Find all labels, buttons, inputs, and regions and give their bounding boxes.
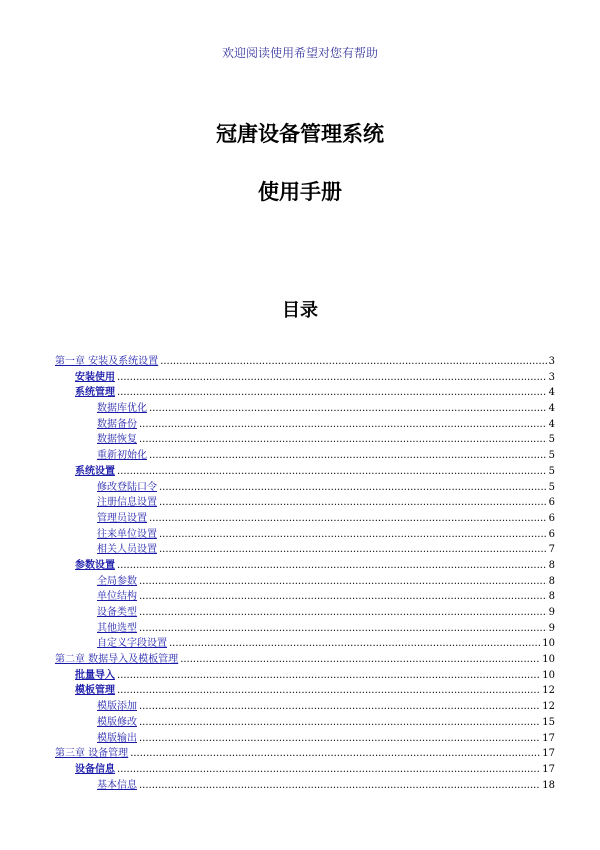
- toc-entry[interactable]: [55, 495, 555, 511]
- toc-leader-dots: [139, 417, 547, 433]
- toc-entry[interactable]: [55, 448, 555, 464]
- toc-entry-link[interactable]: 批量导入: [75, 669, 115, 681]
- toc-entry[interactable]: [55, 683, 555, 699]
- toc-entry-link[interactable]: 模版修改: [97, 716, 137, 728]
- toc-leader-dots: [159, 542, 547, 558]
- toc-leader-dots: [139, 621, 547, 637]
- toc-page-number: 5: [548, 465, 555, 477]
- toc-entry-link[interactable]: 安装使用: [75, 371, 115, 383]
- toc-leader-dots: [139, 731, 540, 747]
- toc-entry-link[interactable]: 往来单位设置: [97, 528, 157, 540]
- table-of-contents: [55, 354, 555, 793]
- toc-entry[interactable]: [55, 558, 555, 574]
- toc-leader-dots: [117, 464, 547, 480]
- toc-page-number: 6: [548, 497, 555, 509]
- toc-leader-dots: [159, 480, 547, 496]
- toc-page-number: 4: [548, 418, 555, 430]
- toc-entry[interactable]: [55, 731, 555, 747]
- toc-entry[interactable]: [55, 605, 555, 621]
- toc-leader-dots: [149, 401, 547, 417]
- toc-entry-link[interactable]: 相关人员设置: [97, 544, 157, 556]
- toc-page-number: 5: [548, 434, 555, 446]
- toc-entry-link[interactable]: 数据恢复: [97, 434, 137, 446]
- toc-page-number: 17: [542, 763, 555, 775]
- toc-entry[interactable]: [55, 401, 555, 417]
- toc-entry[interactable]: [55, 762, 555, 778]
- toc-leader-dots: [139, 605, 547, 621]
- toc-entry-link[interactable]: 系统设置: [75, 465, 115, 477]
- toc-entry-link[interactable]: 模板管理: [75, 685, 115, 697]
- toc-leader-dots: [130, 746, 540, 762]
- toc-entry[interactable]: [55, 589, 555, 605]
- toc-entry-link[interactable]: 模版添加: [97, 701, 137, 713]
- toc-page-number: 3: [548, 371, 555, 383]
- toc-entry[interactable]: [55, 464, 555, 480]
- toc-leader-dots: [139, 778, 540, 794]
- toc-entry[interactable]: [55, 417, 555, 433]
- toc-leader-dots: [139, 432, 547, 448]
- toc-entry[interactable]: [55, 652, 555, 668]
- toc-entry-link[interactable]: 修改登陆口令: [97, 481, 157, 493]
- toc-entry[interactable]: [55, 527, 555, 543]
- toc-leader-dots: [149, 511, 547, 527]
- toc-entry-link[interactable]: 设备信息: [75, 763, 115, 775]
- toc-page-number: 6: [548, 528, 555, 540]
- toc-entry[interactable]: [55, 715, 555, 731]
- toc-page-number: 10: [542, 638, 555, 650]
- toc-leader-dots: [139, 699, 540, 715]
- toc-entry-link[interactable]: 第三章 设备管理: [55, 748, 129, 760]
- toc-page-number: 17: [542, 748, 555, 760]
- toc-page-number: 8: [548, 559, 555, 571]
- toc-page-number: 9: [548, 607, 555, 618]
- toc-entry[interactable]: [55, 621, 555, 637]
- toc-entry[interactable]: [55, 432, 555, 448]
- toc-entry[interactable]: [55, 778, 555, 794]
- toc-leader-dots: [169, 636, 540, 652]
- toc-entry-link[interactable]: 重新初始化: [97, 450, 147, 462]
- page-header: 欢迎阅读使用希望对您有帮助: [221, 46, 378, 60]
- toc-entry-link[interactable]: 其他选型: [97, 622, 137, 634]
- toc-leader-dots: [117, 370, 547, 386]
- toc-entry-link[interactable]: 模版输出: [97, 732, 137, 744]
- toc-leader-dots: [139, 715, 540, 731]
- toc-leader-dots: [139, 589, 547, 605]
- toc-page-number: 10: [542, 669, 555, 681]
- toc-entry[interactable]: [55, 542, 555, 558]
- toc-page-number: 15: [542, 716, 555, 728]
- toc-page-number: 10: [542, 654, 555, 666]
- toc-leader-dots: [117, 668, 540, 684]
- toc-entry-link[interactable]: 第二章 数据导入及模板管理: [55, 654, 179, 666]
- toc-leader-dots: [180, 652, 540, 668]
- document-subtitle: 使用手册: [258, 179, 342, 204]
- toc-entry-link[interactable]: 数据备份: [97, 418, 137, 430]
- toc-page-number: 3: [548, 356, 555, 367]
- toc-page-number: 5: [548, 481, 555, 493]
- toc-page-number: 4: [548, 403, 555, 415]
- toc-entry[interactable]: [55, 370, 555, 386]
- toc-page-number: 12: [542, 685, 555, 697]
- toc-entry[interactable]: [55, 480, 555, 496]
- toc-entry[interactable]: [55, 385, 555, 401]
- toc-page-number: 7: [548, 544, 555, 556]
- toc-entry[interactable]: [55, 746, 555, 762]
- toc-entry[interactable]: [55, 511, 555, 527]
- toc-leader-dots: [159, 495, 547, 511]
- toc-leader-dots: [149, 448, 547, 464]
- toc-entry-link[interactable]: 全局参数: [97, 575, 137, 587]
- toc-entry-link[interactable]: 基本信息: [97, 779, 137, 791]
- toc-entry-link[interactable]: 单位结构: [97, 591, 137, 603]
- toc-leader-dots: [160, 354, 546, 370]
- document-title: 冠唐设备管理系统: [216, 121, 384, 146]
- toc-entry[interactable]: [55, 354, 555, 370]
- toc-entry-link[interactable]: 系统管理: [75, 387, 115, 399]
- toc-entry-link[interactable]: 数据库优化: [97, 403, 147, 415]
- toc-entry-link[interactable]: 自定义字段设置: [97, 638, 167, 650]
- toc-page-number: 9: [548, 622, 555, 634]
- toc-page-number: 8: [548, 575, 555, 587]
- toc-page-number: 6: [548, 512, 555, 524]
- toc-leader-dots: [117, 558, 547, 574]
- toc-entry-link[interactable]: 第一章 安装及系统设置: [55, 356, 159, 367]
- toc-entry[interactable]: [55, 668, 555, 684]
- toc-leader-dots: [159, 527, 547, 543]
- toc-leader-dots: [117, 683, 540, 699]
- toc-page-number: 5: [548, 450, 555, 462]
- toc-heading: 目录: [282, 300, 318, 321]
- toc-page-number: 17: [542, 732, 555, 744]
- toc-entry[interactable]: [55, 636, 555, 652]
- toc-entry[interactable]: [55, 699, 555, 715]
- toc-leader-dots: [117, 385, 547, 401]
- toc-page-number: 18: [542, 779, 555, 791]
- toc-leader-dots: [117, 762, 540, 778]
- toc-entry-link[interactable]: 设备类型: [97, 607, 137, 618]
- toc-page-number: 8: [548, 591, 555, 603]
- toc-page-number: 12: [542, 701, 555, 713]
- toc-page-number: 4: [548, 387, 555, 399]
- toc-leader-dots: [139, 574, 547, 590]
- toc-entry[interactable]: [55, 574, 555, 590]
- toc-entry-link[interactable]: 参数设置: [75, 559, 115, 571]
- toc-entry-link[interactable]: 管理员设置: [97, 512, 147, 524]
- toc-entry-link[interactable]: 注册信息设置: [97, 497, 157, 509]
